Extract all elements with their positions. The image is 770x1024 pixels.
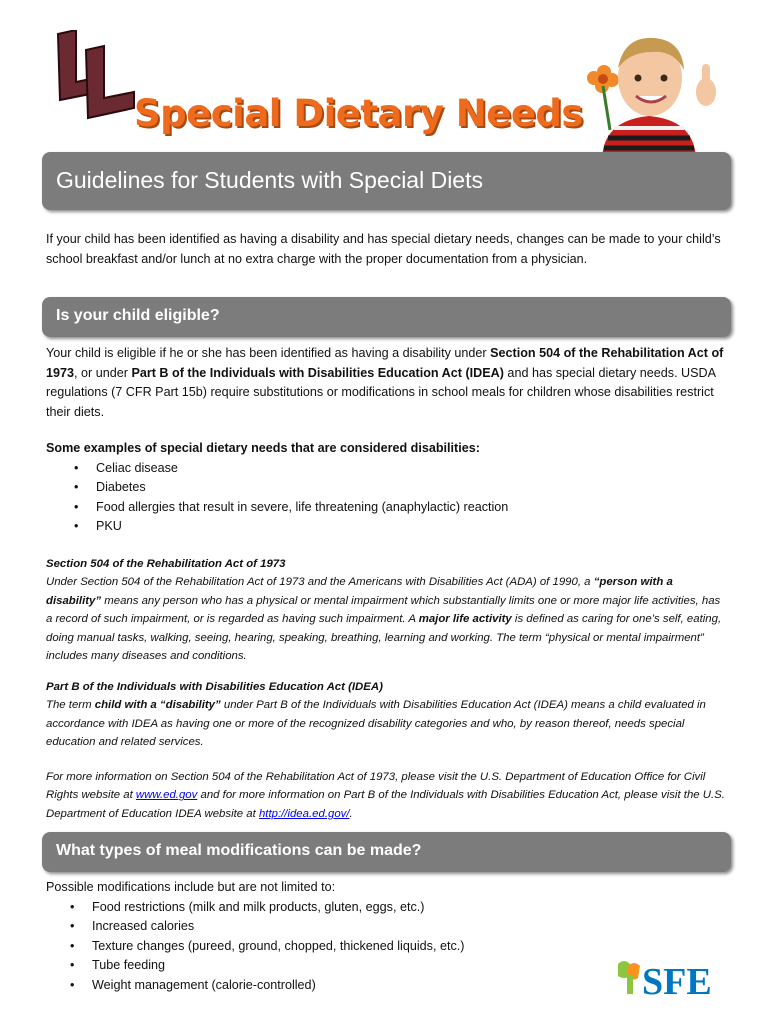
examples-section bbox=[46, 439, 726, 537]
list-item: • Texture changes (pureed, ground, chopped, thickened liquids, etc.) bbox=[92, 937, 726, 957]
school-logo-icon bbox=[52, 30, 142, 120]
list-item: • Weight management (calorie-controlled) bbox=[92, 976, 726, 996]
list-item: • Food allergies that result in severe, life threatening (anaphylactic) reaction bbox=[96, 498, 726, 518]
part-b-block: Part B of the Individuals with Disabilities Education Act (IDEA) The term child with a “disability” under Part B of the Individuals with Disabilities Education Act (IDEA) means a child evaluated in accordance with IDEA as having one or more of the recognized disability categories and who, by reason thereof, needs special education and related services. bbox=[46, 681, 706, 749]
section-504-block: Section 504 of the Rehabilitation Act of 1973 Under Section 504 of the Rehabilitation Act of 1973 and the Americans with Disabilities Act (ADA) of 1990, a “person with a disability” means any person who has a physical or mental impairment which substantially limits one or more major life activities, has a record of such impairment, or is regarded as having such impairment. A major life activity is defined as caring for one’s self, eating, doing manual tasks, walking, seeing, hearing, speaking, breathing, learning and working. The term “physical or mental impairment” includes many diseases and conditions. bbox=[46, 558, 722, 663]
flower-icon bbox=[587, 65, 619, 130]
more-info-paragraph: For more information on Section 504 of the Rehabilitation Act of 1973, please visit the U.S. Department of Education Office for Civil Rights website at www.ed.gov and for more information on Part B of the Individuals with Disabilities Education Act, please visit the U.S. Department of Education IDEA website at http://idea.ed.gov/. bbox=[46, 771, 725, 820]
examples-heading: Some examples of special dietary needs that are considered disabilities: bbox=[46, 441, 480, 455]
part-b-heading: Part B of the Individuals with Disabilities Education Act (IDEA) bbox=[46, 681, 383, 693]
list-item: • Food restrictions (milk and milk products, gluten, eggs, etc.) bbox=[92, 898, 726, 918]
modifications-banner: What types of meal modifications can be made? bbox=[42, 832, 731, 872]
eligibility-paragraph: Your child is eligible if he or she has been identified as having a disability under Section 504 of the Rehabilitation Act of 1973, or under Part B of the Individuals with Disabilities Education Act (IDEA) and has special dietary needs. USDA regulations (7 CFR Part 15b) require substitutions or modifications in school meals for children whose disabilities restrict their diets. bbox=[46, 346, 724, 419]
eligible-banner: Is your child eligible? bbox=[42, 297, 731, 337]
list-item: • Increased calories bbox=[92, 917, 726, 937]
list-item: • PKU bbox=[96, 517, 726, 537]
guidelines-banner: Guidelines for Students with Special Diets bbox=[42, 152, 731, 210]
child-photo bbox=[574, 30, 724, 158]
page-title: Special Dietary Needs bbox=[134, 92, 583, 135]
intro-paragraph: If your child has been identified as having a disability and has special dietary needs, changes can be made to your child’s school breakfast and/or lunch at no extra charge with the proper documentation from a physician. bbox=[46, 232, 721, 266]
modifications-lead: Possible modifications include but are not limited to: bbox=[46, 880, 336, 894]
svg-text:SFE: SFE bbox=[642, 961, 712, 998]
list-item: • Celiac disease bbox=[96, 459, 726, 479]
idea-link[interactable]: http://idea.ed.gov/ bbox=[258, 807, 350, 820]
list-item: • Tube feeding bbox=[92, 956, 726, 976]
ed-gov-link[interactable]: www.ed.gov bbox=[135, 789, 198, 802]
sfe-logo-icon bbox=[614, 958, 732, 998]
list-item: • Diabetes bbox=[96, 478, 726, 498]
section-504-heading: Section 504 of the Rehabilitation Act of 1973 bbox=[46, 558, 286, 570]
